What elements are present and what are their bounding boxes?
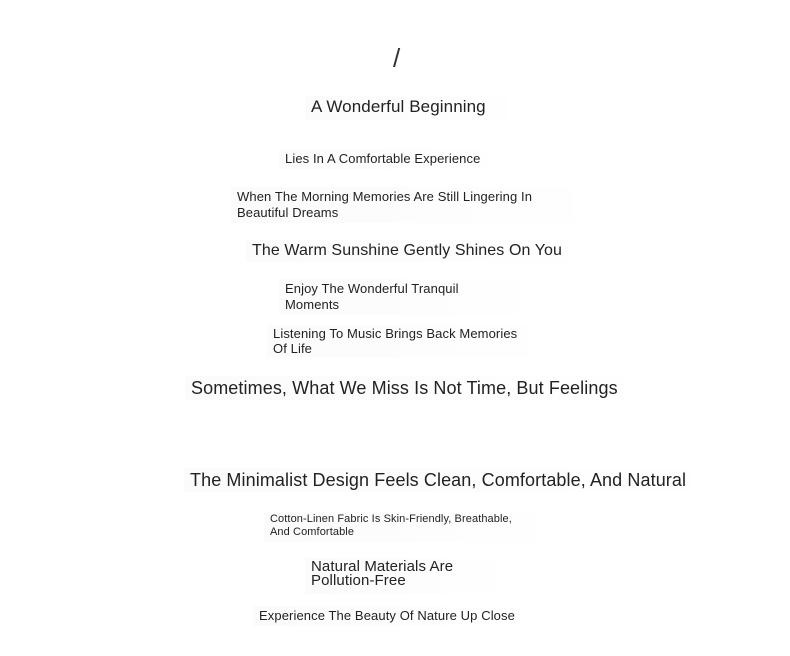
text-tranquil-moments: Enjoy The Wonderful Tranquil Moments	[279, 279, 519, 315]
text-comfortable-experience: Lies In A Comfortable Experience	[279, 149, 486, 169]
text-natural-materials: Natural Materials Are Pollution-Free	[305, 558, 497, 594]
text-cotton-linen: Cotton-Linen Fabric Is Skin-Friendly, Breathable, And Comfortable	[264, 512, 536, 542]
text-miss-feelings: Sometimes, What We Miss Is Not Time, But Feelings	[185, 376, 624, 400]
text-music-memories: Listening To Music Brings Back Memories Of Life	[267, 325, 529, 357]
text-beauty-of-nature: Experience The Beauty Of Nature Up Close	[253, 606, 521, 626]
headline-wonderful-beginning: A Wonderful Beginning	[305, 96, 507, 120]
text-morning-memories: When The Morning Memories Are Still Lingering In Beautiful Dreams	[231, 187, 573, 223]
slash-divider-mark: /	[393, 43, 401, 73]
text-minimalist-design: The Minimalist Design Feels Clean, Comfortable, And Natural	[184, 468, 692, 492]
text-warm-sunshine: The Warm Sunshine Gently Shines On You	[246, 240, 568, 262]
